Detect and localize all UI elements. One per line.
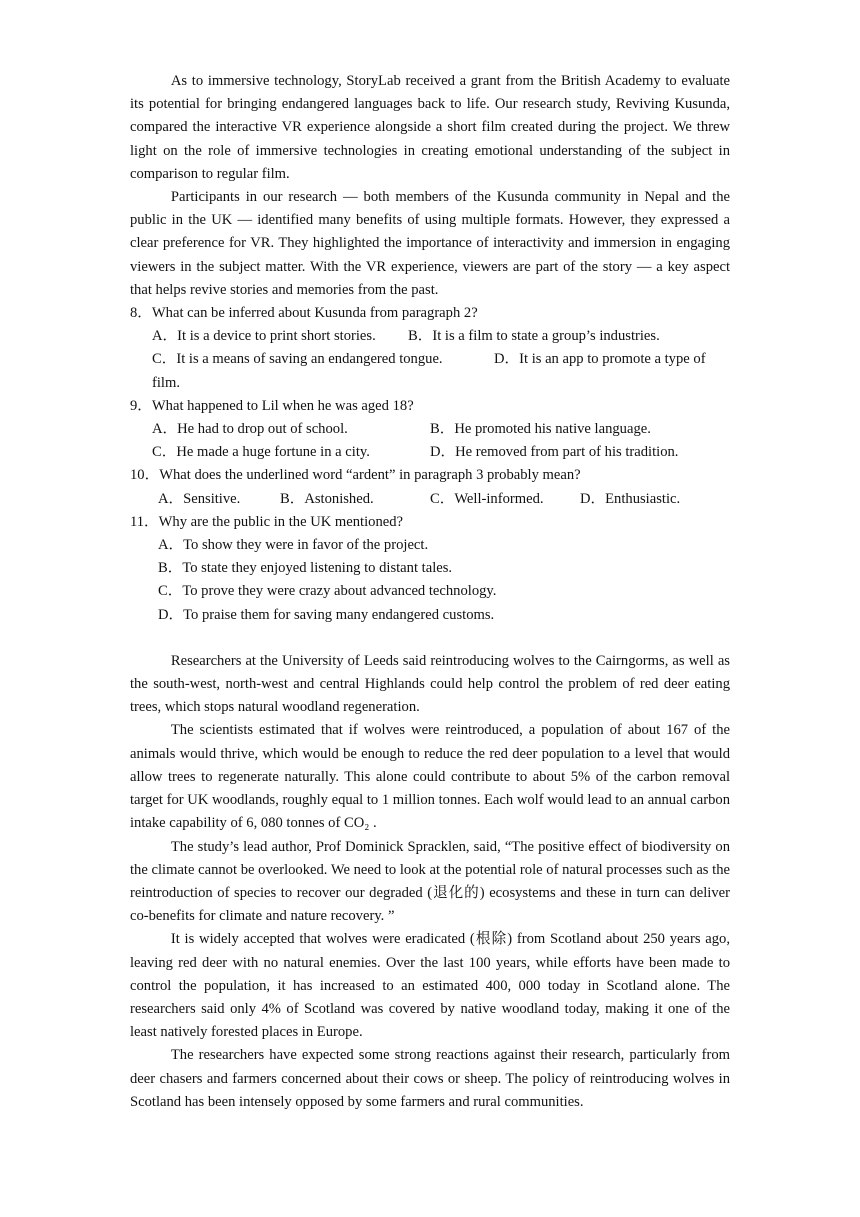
question-8-option-d: D．It is an app to promote a type of xyxy=(494,351,706,368)
question-9-option-d: D．He removed from part of his tradition. xyxy=(430,444,679,461)
question-10-option-d: D．Enthusiastic. xyxy=(580,490,681,507)
passage2-paragraph-3: The study’s lead author, Prof Dominick Spracklen, said, “The positive effect of biodiversity on the climate cannot be overlooked. We need to look at the potential role of natural processes such as the reintroduction of species to recover our degraded (退化的) ecosystems and these in turn can deliver co-benefits for climate and nature recovery. ” xyxy=(130,838,730,925)
passage2-paragraph-5: The researchers have expected some strong reactions against their research, particularly from deer chasers and farmers concerned about their cows or sheep. The policy of reintroducing wolves in Scotland has been intensely opposed by some farmers and rural communities. xyxy=(130,1047,730,1110)
passage-kusunda xyxy=(130,70,730,302)
question-11-option-c: C．To prove they were crazy about advanced technology. xyxy=(158,583,497,600)
question-10-options-row xyxy=(130,488,730,511)
question-9-options-row-1 xyxy=(130,418,730,441)
question-8-options-row-1 xyxy=(130,325,730,348)
question-8-option-a: A．It is a device to print short stories. xyxy=(152,328,376,345)
question-10-stem: 10．What does the underlined word “ardent” in paragraph 3 probably mean? xyxy=(130,467,581,484)
question-10-option-b: B．Astonished. xyxy=(280,490,374,507)
question-10-option-c: C．Well-informed. xyxy=(430,490,544,507)
question-8 xyxy=(130,302,730,395)
question-8-stem: 8．What can be inferred about Kusunda from paragraph 2? xyxy=(130,305,478,322)
question-8-option-c: C．It is a means of saving an endangered tongue. xyxy=(152,351,443,368)
question-11 xyxy=(130,511,730,627)
passage2-paragraph-2: The scientists estimated that if wolves were reintroduced, a population of about 167 of the animals would thrive, which would be enough to reduce the red deer population to a level that would allow trees to regenerate naturally. This alone could contribute to about 5% of the carbon removal target for UK woodlands, roughly equal to 1 million tonnes. Each wolf would lead to an annual carbon intake capability of 6, 080 tonnes of CO₂ . xyxy=(130,722,730,832)
question-9-option-a: A．He had to drop out of school. xyxy=(152,421,348,438)
question-11-option-a: A．To show they were in favor of the project. xyxy=(158,537,429,554)
passage1-paragraph-2: Participants in our research — both members of the Kusunda community in Nepal and the public in the UK — identified many benefits of using multiple formats. However, they expressed a clear preference for VR. They highlighted the importance of interactivity and immersion in engaging viewers in the subject matter. With the VR experience, viewers are part of the story — a key aspect that helps revive stories and memories from the past. xyxy=(130,189,730,298)
question-8-option-d-continued: film. xyxy=(152,374,180,391)
document-page xyxy=(130,70,730,1114)
passage1-paragraph-1: As to immersive technology, StoryLab received a grant from the British Academy to evaluate its potential for bringing endangered languages back to life. Our research study, Reviving Kusunda, compared the interactive VR experience alongside a short film created during the project. We threw light on the role of immersive technologies in creating emotional understanding of the subject in comparison to regular film. xyxy=(130,73,730,182)
question-9-stem: 9．What happened to Lil when he was aged 18? xyxy=(130,397,414,414)
section-spacer xyxy=(130,627,730,650)
question-11-stem: 11．Why are the public in the UK mentioned? xyxy=(130,513,404,530)
question-8-options-row-2 xyxy=(130,348,730,371)
question-11-option-b: B．To state they enjoyed listening to distant tales. xyxy=(158,560,453,577)
question-8-option-b: B．It is a film to state a group’s industries. xyxy=(408,328,660,345)
passage-wolves xyxy=(130,650,730,1114)
passage2-paragraph-1: Researchers at the University of Leeds said reintroducing wolves to the Cairngorms, as well as the south-west, north-west and central Highlands could help control the problem of red deer eating trees, which stops natural woodland regeneration. xyxy=(130,652,730,716)
question-11-option-d: D．To praise them for saving many endangered customs. xyxy=(158,606,495,623)
passage2-paragraph-4: It is widely accepted that wolves were eradicated (根除) from Scotland about 250 years ago, leaving red deer with no natural enemies. Over the last 100 years, while efforts have been made to control the population, it has increased to an estimated 400, 000 today in Scotland alone. The researchers said only 4% of Scotland was covered by native woodland today, making it one of the least natively forested places in Europe. xyxy=(130,931,730,1041)
question-10 xyxy=(130,464,730,510)
question-9-option-c: C．He made a huge fortune in a city. xyxy=(152,444,370,461)
question-9 xyxy=(130,395,730,465)
question-9-option-b: B．He promoted his native language. xyxy=(430,421,651,438)
question-9-options-row-2 xyxy=(130,441,730,464)
question-10-option-a: A．Sensitive. xyxy=(158,490,241,507)
